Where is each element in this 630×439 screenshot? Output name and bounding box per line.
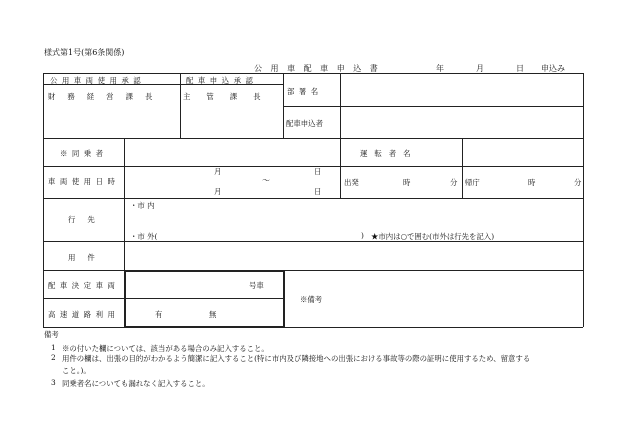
highway-no: 無 (209, 310, 217, 319)
minute1-label: 分 (450, 178, 458, 187)
form-number: 様式第1号(第6条関係) (44, 48, 125, 57)
remarks-title: 備考 (44, 330, 59, 339)
highway-yes: 有 (155, 310, 163, 319)
remark-num: 1 (51, 343, 56, 352)
year-label: 年 (436, 64, 444, 73)
remark-text: 同乗者名についても漏れなく記入すること。 (62, 379, 210, 388)
day1-label: 日 (314, 167, 322, 176)
minute2-label: 分 (574, 178, 582, 187)
remark-num: 2 (51, 353, 56, 362)
form-title: 公 用 車 配 車 申 込 書 (254, 64, 381, 73)
vehicle-number-label: 号車 (249, 281, 264, 290)
tilde: 〜 (262, 176, 270, 185)
department-name-label: 部署名 (287, 87, 323, 96)
dispatch-approval-label: 配車申込承認 (186, 76, 258, 85)
vehicle-use-approval-label: 公用車両使用承認 (50, 76, 146, 85)
applicant-label: 配車申込者 (286, 119, 323, 128)
in-city-option: ・市 内 (130, 201, 155, 210)
remark-text: ※の付いた欄については、該当がある場合のみ記入すること。 (62, 344, 269, 353)
manager-label: 主管課長 (183, 92, 277, 101)
remark-text: 用件の欄は、出張の目的がわかるよう簡潔に記入すること(特に市内及び隣接地への出張における事故等の際の証明に使用するため、留意する (62, 354, 531, 363)
passengers-label: ※同乗者 (60, 149, 108, 158)
month2-label: 月 (214, 187, 222, 196)
hour1-label: 時 (403, 178, 411, 187)
month-label: 月 (476, 64, 484, 73)
highway-label: 高速道路利用 (48, 310, 120, 319)
city-note: ★市内は○で囲む(市外は行先を記入) (371, 232, 495, 241)
month1-label: 月 (214, 167, 222, 176)
return-label: 帰庁 (465, 178, 480, 187)
remark-num: 3 (51, 378, 56, 387)
use-datetime-label: 車両使用日時 (48, 177, 120, 186)
departure-label: 出発 (344, 178, 359, 187)
apply-label: 申込み (541, 64, 565, 73)
remark-text: こと。)。 (62, 366, 91, 375)
paren-close: ) (361, 231, 364, 240)
decided-vehicle-label: 配車決定車両 (48, 281, 120, 290)
day2-label: 日 (314, 187, 322, 196)
remarks-mark-label: ※備考 (300, 295, 323, 304)
out-city-option: ・市 外( (130, 232, 158, 241)
purpose-label: 用件 (68, 253, 107, 262)
day-label: 日 (516, 64, 524, 73)
driver-name-label: 運転者名 (360, 149, 418, 158)
hour2-label: 時 (528, 178, 536, 187)
finance-manager-label: 財務経営課長 (48, 92, 165, 101)
destination-label: 行先 (68, 215, 107, 224)
